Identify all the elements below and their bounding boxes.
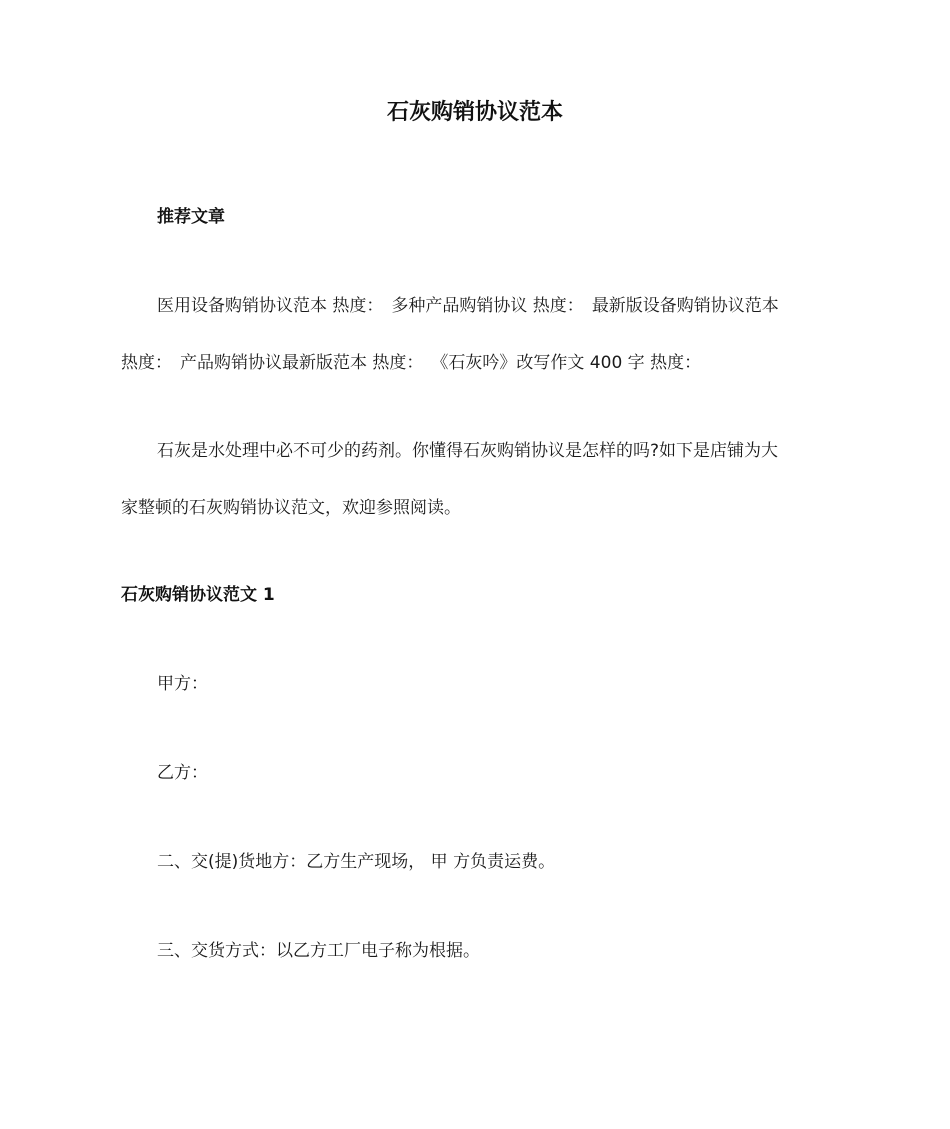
recommended-link-product-latest[interactable]: 产品购销协议最新版范本 热度： [180,353,424,373]
clause-3-block [121,934,833,968]
party-b-label: 乙方： [157,763,208,783]
party-a-block [121,667,833,701]
recommended-line-1 [121,289,779,323]
party-b-block [121,756,833,790]
party-a-label: 甲方： [157,674,208,694]
section-heading: 石灰购销协议范文 1 [121,585,275,605]
intro-line-2: 家整顿的石灰购销协议范文，欢迎参照阅读。 [121,498,461,518]
clause-2: 二、交(提)货地方：乙方生产现场， 甲 方负责运费。 [157,852,556,872]
recommended-link-latest-equipment[interactable]: 最新版设备购销协议范本 [591,296,779,316]
section-heading-block [121,578,833,612]
recommended-heat-label: 热度： [121,353,172,373]
clause-2-block [121,845,833,879]
document-title: 石灰购销协议范本 [386,100,563,125]
recommended-line-2 [121,346,701,380]
recommended-heading-block [121,200,833,234]
recommended-heading: 推荐文章 [157,207,225,227]
recommended-link-multi-product[interactable]: 多种产品购销协议 热度： [391,296,584,316]
recommended-link-medical-equipment[interactable]: 医用设备购销协议范本 热度： [157,296,384,316]
intro-line-1: 石灰是水处理中必不可少的药剂。你懂得石灰购销协议是怎样的吗?如下是店铺为大 [157,441,779,461]
recommended-link-lime-poem[interactable]: 《石灰吟》改写作文 400 字 热度： [431,353,702,373]
clause-3: 三、交货方式：以乙方工厂电子称为根据。 [157,941,480,961]
